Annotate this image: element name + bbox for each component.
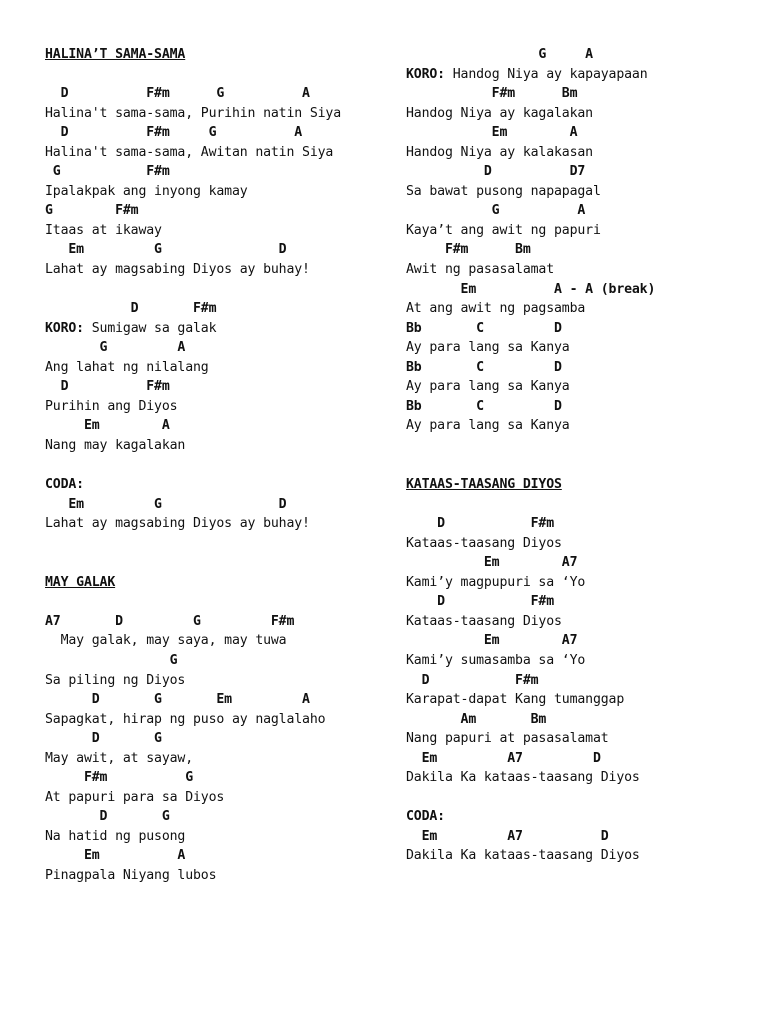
chord-line: F#m G: [45, 770, 194, 786]
chord-line: Em A7: [406, 555, 578, 571]
lyric-line: May awit, at sayaw,: [45, 750, 194, 766]
chorus-line: [406, 65, 768, 85]
chord-line: G F#m: [45, 164, 170, 180]
chord-line: Am Bm: [406, 711, 547, 727]
blank-line: [406, 788, 768, 808]
chord-line: Em A7: [406, 633, 578, 649]
lyric-line: Kami’y magpupuri sa ‘Yo: [406, 574, 586, 590]
chord-line: Em G D: [45, 496, 287, 512]
chord-line: D F#m: [406, 594, 555, 610]
blank-line: [406, 495, 768, 515]
chord-line: Bb C D: [406, 398, 562, 414]
chord-line: F#m Bm: [406, 242, 531, 258]
chord-line: G A: [406, 203, 586, 219]
right-column: [406, 45, 768, 866]
chord-line: G A: [45, 340, 186, 356]
lyric-line: Dakila Ka kataas-taasang Diyos: [406, 770, 640, 786]
chord-line: D G: [45, 731, 162, 747]
song-title: KATAAS-TAASANG DIYOS: [406, 477, 562, 493]
lyric-line: Na hatid ng pusong: [45, 828, 186, 844]
blank-line: [45, 280, 417, 300]
chord-line: G F#m: [45, 203, 139, 219]
blank-line: [406, 436, 768, 456]
chord-line: Em A - A (break): [406, 281, 656, 297]
lyric-line: Handog Niya ay kagalakan: [406, 105, 593, 121]
blank-line: [45, 553, 417, 573]
lyric-line: Sa bawat pusong napapagal: [406, 183, 601, 199]
lyric-line: Lahat ay magsabing Diyos ay buhay!: [45, 516, 310, 532]
chord-line: G: [45, 652, 178, 668]
chord-line: G A: [406, 47, 593, 62]
lyric-line: Pinagpala Niyang lubos: [45, 867, 217, 883]
song-title: MAY GALAK: [45, 574, 116, 590]
chord-line: Bb C D: [406, 320, 562, 336]
section-label: CODA:: [45, 477, 84, 493]
chord-line: D F#m G A: [45, 125, 303, 141]
chord-line: F#m Bm: [406, 86, 578, 102]
chord-line: Em A7 D: [406, 828, 609, 844]
chord-line: D F#m: [45, 379, 170, 395]
lyric-line: At papuri para sa Diyos: [45, 789, 225, 805]
lyric-line: Lahat ay magsabing Diyos ay buhay!: [45, 262, 310, 278]
lyric-line: Ang lahat ng nilalang: [45, 359, 209, 375]
chorus-line: [45, 319, 417, 339]
lyric-text: Sumigaw sa galak: [83, 320, 217, 336]
lyric-line: Nang papuri at pasasalamat: [406, 731, 609, 747]
lyric-line: Kataas-taasang Diyos: [406, 535, 562, 551]
lyric-line: Itaas at ikaway: [45, 222, 162, 238]
chord-line: Em A: [45, 848, 186, 864]
lyric-line: Kami’y sumasamba sa ‘Yo: [406, 652, 586, 668]
chord-line: D F#m G A: [45, 86, 310, 102]
section-label: CODA:: [406, 809, 445, 825]
lyric-line: Karapat-dapat Kang tumanggap: [406, 692, 625, 708]
lyric-line: Halina't sama-sama, Purihin natin Siya: [45, 105, 342, 121]
lyric-line: Kaya’t ang awit ng papuri: [406, 222, 601, 238]
blank-line: [45, 65, 417, 85]
chorus-label: KORO:: [406, 66, 445, 82]
lyric-line: Sapagkat, hirap ng puso ay naglalaho: [45, 711, 326, 727]
lyric-line: Handog Niya ay kalakasan: [406, 144, 593, 160]
lyric-line: Halina't sama-sama, Awitan natin Siya: [45, 144, 334, 160]
lyric-line: Kataas-taasang Diyos: [406, 613, 562, 629]
chord-line: Em G D: [45, 242, 287, 258]
chord-line: D G Em A: [45, 692, 310, 708]
chord-line: D G: [45, 809, 170, 825]
chord-line: D F#m: [406, 672, 539, 688]
chord-line: D F#m: [45, 301, 217, 317]
blank-line: [45, 592, 417, 612]
lyric-line: Nang may kagalakan: [45, 437, 186, 453]
lyric-line: Dakila Ka kataas-taasang Diyos: [406, 848, 640, 864]
song-title: HALINA’T SAMA-SAMA: [45, 47, 186, 62]
blank-line: [406, 455, 768, 475]
chord-line: Em A: [45, 418, 170, 434]
chord-line: D F#m: [406, 516, 555, 532]
left-column: [45, 45, 417, 886]
chorus-label: KORO:: [45, 320, 84, 336]
lyric-line: Purihin ang Diyos: [45, 398, 178, 414]
lyric-line: May galak, may saya, may tuwa: [45, 633, 287, 649]
lyric-line: Sa piling ng Diyos: [45, 672, 186, 688]
lyric-text: Handog Niya ay kapayapaan: [444, 66, 648, 82]
lyric-line: At ang awit ng pagsamba: [406, 301, 586, 317]
lyric-line: Ay para lang sa Kanya: [406, 418, 570, 434]
blank-line: [45, 534, 417, 554]
lyric-line: Ay para lang sa Kanya: [406, 379, 570, 395]
lyric-line: Awit ng pasasalamat: [406, 262, 555, 278]
chord-line: D D7: [406, 164, 586, 180]
chord-line: A7 D G F#m: [45, 613, 295, 629]
lyric-line: Ay para lang sa Kanya: [406, 340, 570, 356]
lyric-line: Ipalakpak ang inyong kamay: [45, 183, 248, 199]
blank-line: [45, 455, 417, 475]
chord-line: Em A7 D: [406, 750, 601, 766]
chord-line: Bb C D: [406, 359, 562, 375]
chord-line: Em A: [406, 125, 578, 141]
